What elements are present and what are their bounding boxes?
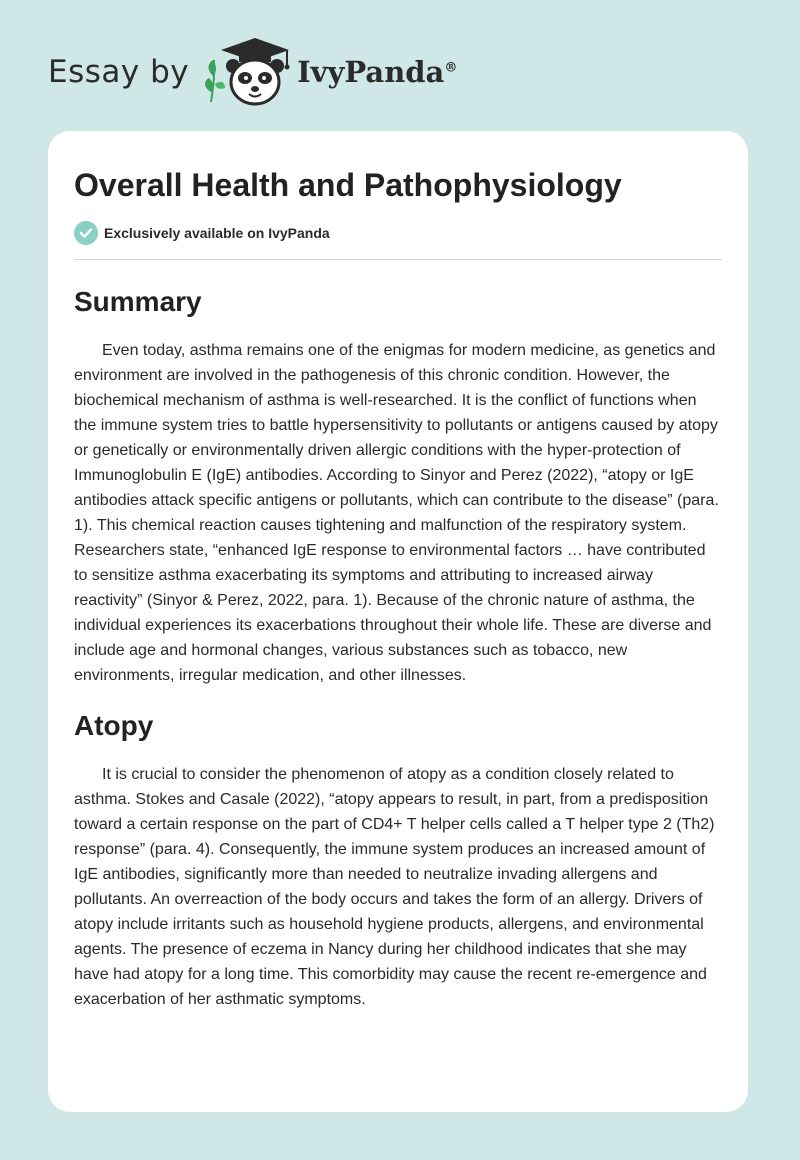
page-title: Overall Health and Pathophysiology — [74, 167, 622, 203]
section-text-atopy: It is crucial to consider the phenomenon of atopy as a condition closely related to asthma. Stokes and Casale (2022), “atopy appears to result, in part, from a predisposition toward a certain response on the part of CD4+ T helper cells called a T helper type 2 (Th2) response” (para. 4). Consequently, the immune system produces an increased amount of IgE antibodies, significantly more than needed to neutralize invading allergens and pollutants. An overreaction of the body occurs and takes the form of an allergy. Drivers of atopy include irritants such as household hygiene products, allergens, and environmental agents. The presence of eczema in Nancy during her childhood indicates that she may have had atopy for a long time. This comorbidity may cause the recent re-emergence and exacerbation of her asthmatic symptoms. — [74, 766, 715, 1008]
brand-header[interactable] — [48, 36, 457, 108]
brand-name: IvyPanda® — [297, 55, 458, 89]
article-card — [48, 131, 748, 1112]
section-heading-summary: Summary — [74, 286, 202, 317]
check-icon — [74, 221, 98, 245]
panda-logo-icon — [199, 36, 295, 108]
brand-prefix: Essay by — [48, 54, 190, 90]
section-text-summary: Even today, asthma remains one of the enigmas for modern medicine, as genetics and environment are involved in the pathogenesis of this chronic condition. However, the biochemical mechanism of asthma is well-researched. It is the conflict of functions when the immune system tries to battle hypersensitivity to pollutants or antigens caused by atopy or genetically or environmentally driven allergic conditions with the hyper-protection of Immunoglobulin E (IgE) antibodies. According to Sinyor and Perez (2022), “atopy or IgE antibodies attack specific antigens or pollutants, which can contribute to the disease” (para. 1). This chemical reaction causes tightening and malfunction of the respiratory system. Researchers state, “enhanced IgE response to environmental factors … have contributed to sensitize asthma exacerbating its symptoms and attributing to increased airway reactivity” (Sinyor & Perez, 2022, para. 1). Because of the chronic nature of asthma, the individual experiences its exacerbations throughout their whole life. These are diverse and include age and hormonal changes, various substances such as tobacco, new environments, irregular medication, and other illnesses. — [74, 342, 719, 684]
exclusive-badge — [74, 221, 722, 245]
divider — [74, 259, 722, 260]
section-heading-atopy: Atopy — [74, 710, 154, 741]
badge-text: Exclusively available on IvyPanda — [104, 225, 330, 241]
